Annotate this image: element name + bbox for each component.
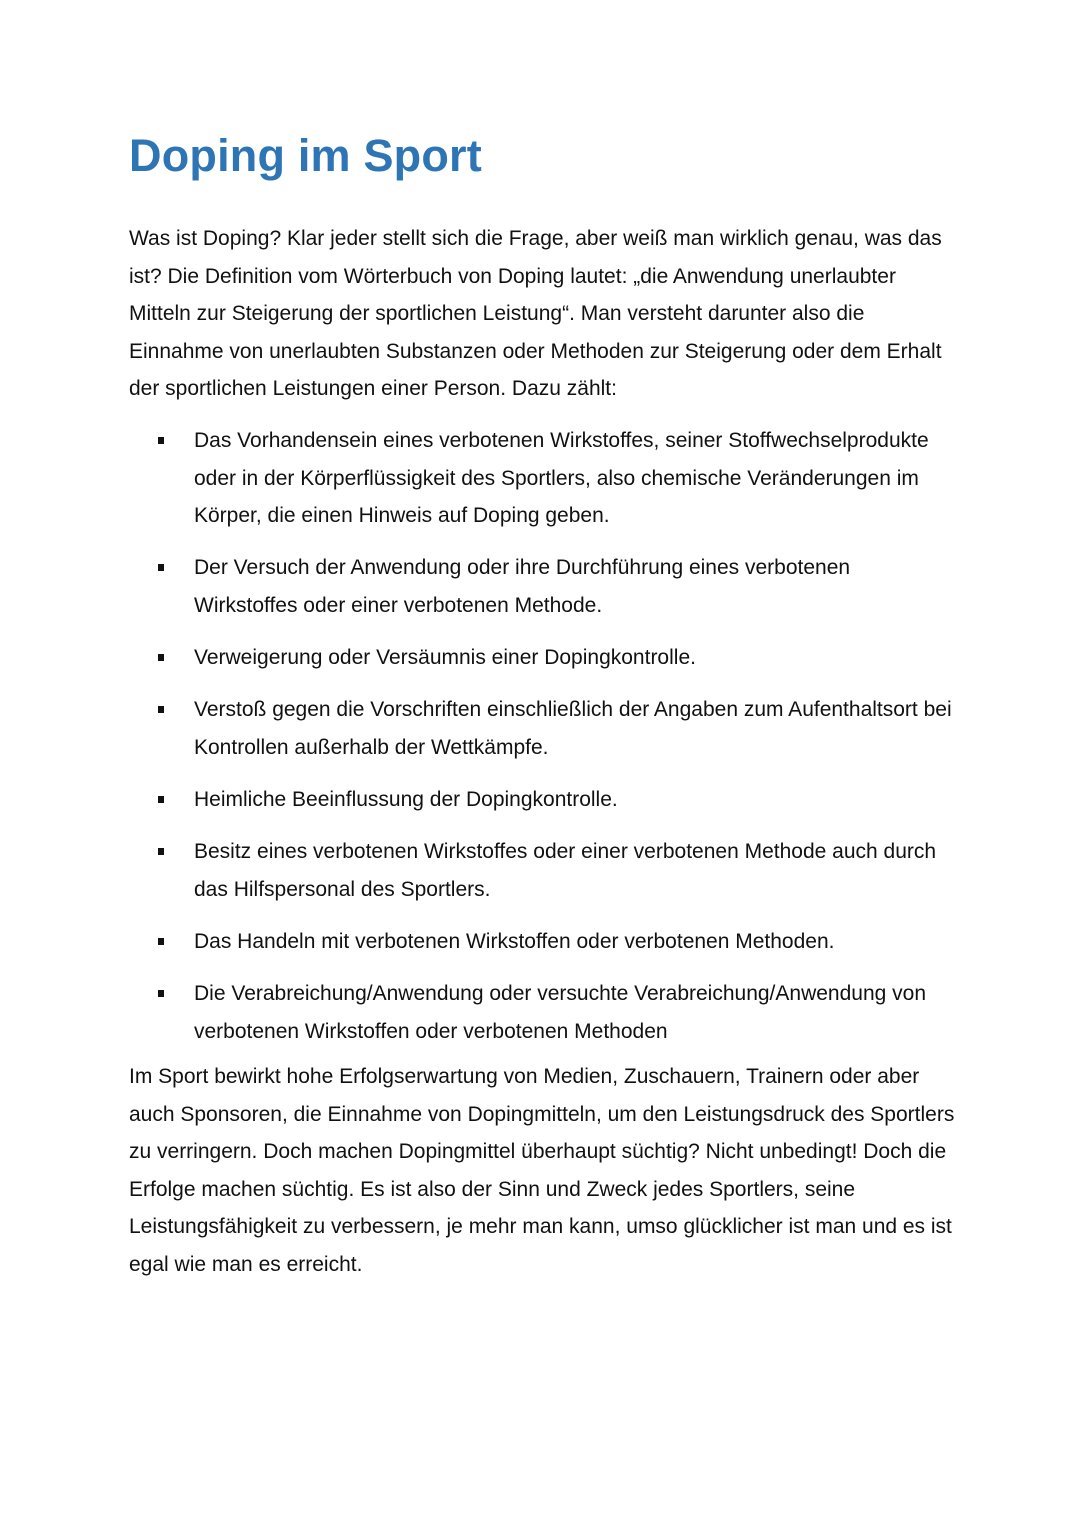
intro-paragraph: Was ist Doping? Klar jeder stellt sich die Frage, aber weiß man wirklich genau, was das ist? Die Definition vom Wörterbuch von Doping lautet: „die Anwendung unerlaubter Mitteln zur Steigerung der sportlichen Leistung“. Man versteht darunter also die Einnahme von unerlaubten Substanzen oder Methoden zur Steigerung oder dem Erhalt der sportlichen Leistungen einer Person. Dazu zählt:	[129, 227, 942, 401]
list-item	[129, 923, 959, 961]
list-item	[129, 639, 959, 677]
square-bullet-icon	[158, 706, 164, 713]
list-item	[129, 781, 959, 819]
list-item	[129, 422, 959, 535]
list-item-text: Der Versuch der Anwendung oder ihre Durchführung eines verbotenen Wirkstoffes oder einer verbotenen Methode.	[194, 556, 851, 617]
square-bullet-icon	[158, 848, 164, 855]
list-item	[129, 691, 959, 766]
list-item-text: Heimliche Beeinflussung der Dopingkontrolle.	[194, 788, 618, 812]
list-item	[129, 549, 959, 624]
page-title: Doping im Sport	[129, 130, 482, 181]
document-page	[129, 128, 959, 1284]
square-bullet-icon	[158, 654, 164, 661]
square-bullet-icon	[158, 437, 164, 444]
list-item-text: Verstoß gegen die Vorschriften einschließlich der Angaben zum Aufenthaltsort bei Kontrollen außerhalb der Wettkämpfe.	[194, 698, 952, 759]
square-bullet-icon	[158, 938, 164, 945]
closing-paragraph: Im Sport bewirkt hohe Erfolgserwartung von Medien, Zuschauern, Trainern oder aber auch Sponsoren, die Einnahme von Dopingmitteln, um den Leistungsdruck des Sportlers zu verringern. Doch machen Dopingmittel überhaupt süchtig? Nicht unbedingt! Doch die Erfolge machen süchtig. Es ist also der Sinn und Zweck jedes Sportlers, seine Leistungsfähigkeit zu verbessern, je mehr man kann, umso glücklicher ist man und es ist egal wie man es erreicht.	[129, 1065, 955, 1276]
list-item	[129, 833, 959, 908]
list-item-text: Das Vorhandensein eines verbotenen Wirkstoffes, seiner Stoffwechselprodukte oder in der Körperflüssigkeit des Sportlers, also chemische Veränderungen im Körper, die einen Hinweis auf Doping geben.	[194, 428, 929, 528]
bullet-list	[129, 422, 959, 1050]
list-item-text: Die Verabreichung/Anwendung oder versuchte Verabreichung/Anwendung von verbotenen Wirkstoffen oder verbotenen Methoden	[194, 982, 927, 1043]
list-item	[129, 975, 959, 1050]
square-bullet-icon	[158, 990, 164, 997]
square-bullet-icon	[158, 796, 164, 803]
list-item-text: Besitz eines verbotenen Wirkstoffes oder einer verbotenen Methode auch durch das Hilfspersonal des Sportlers.	[194, 840, 937, 901]
square-bullet-icon	[158, 564, 164, 571]
list-item-text: Das Handeln mit verbotenen Wirkstoffen oder verbotenen Methoden.	[194, 930, 835, 954]
list-item-text: Verweigerung oder Versäumnis einer Dopingkontrolle.	[194, 646, 696, 670]
